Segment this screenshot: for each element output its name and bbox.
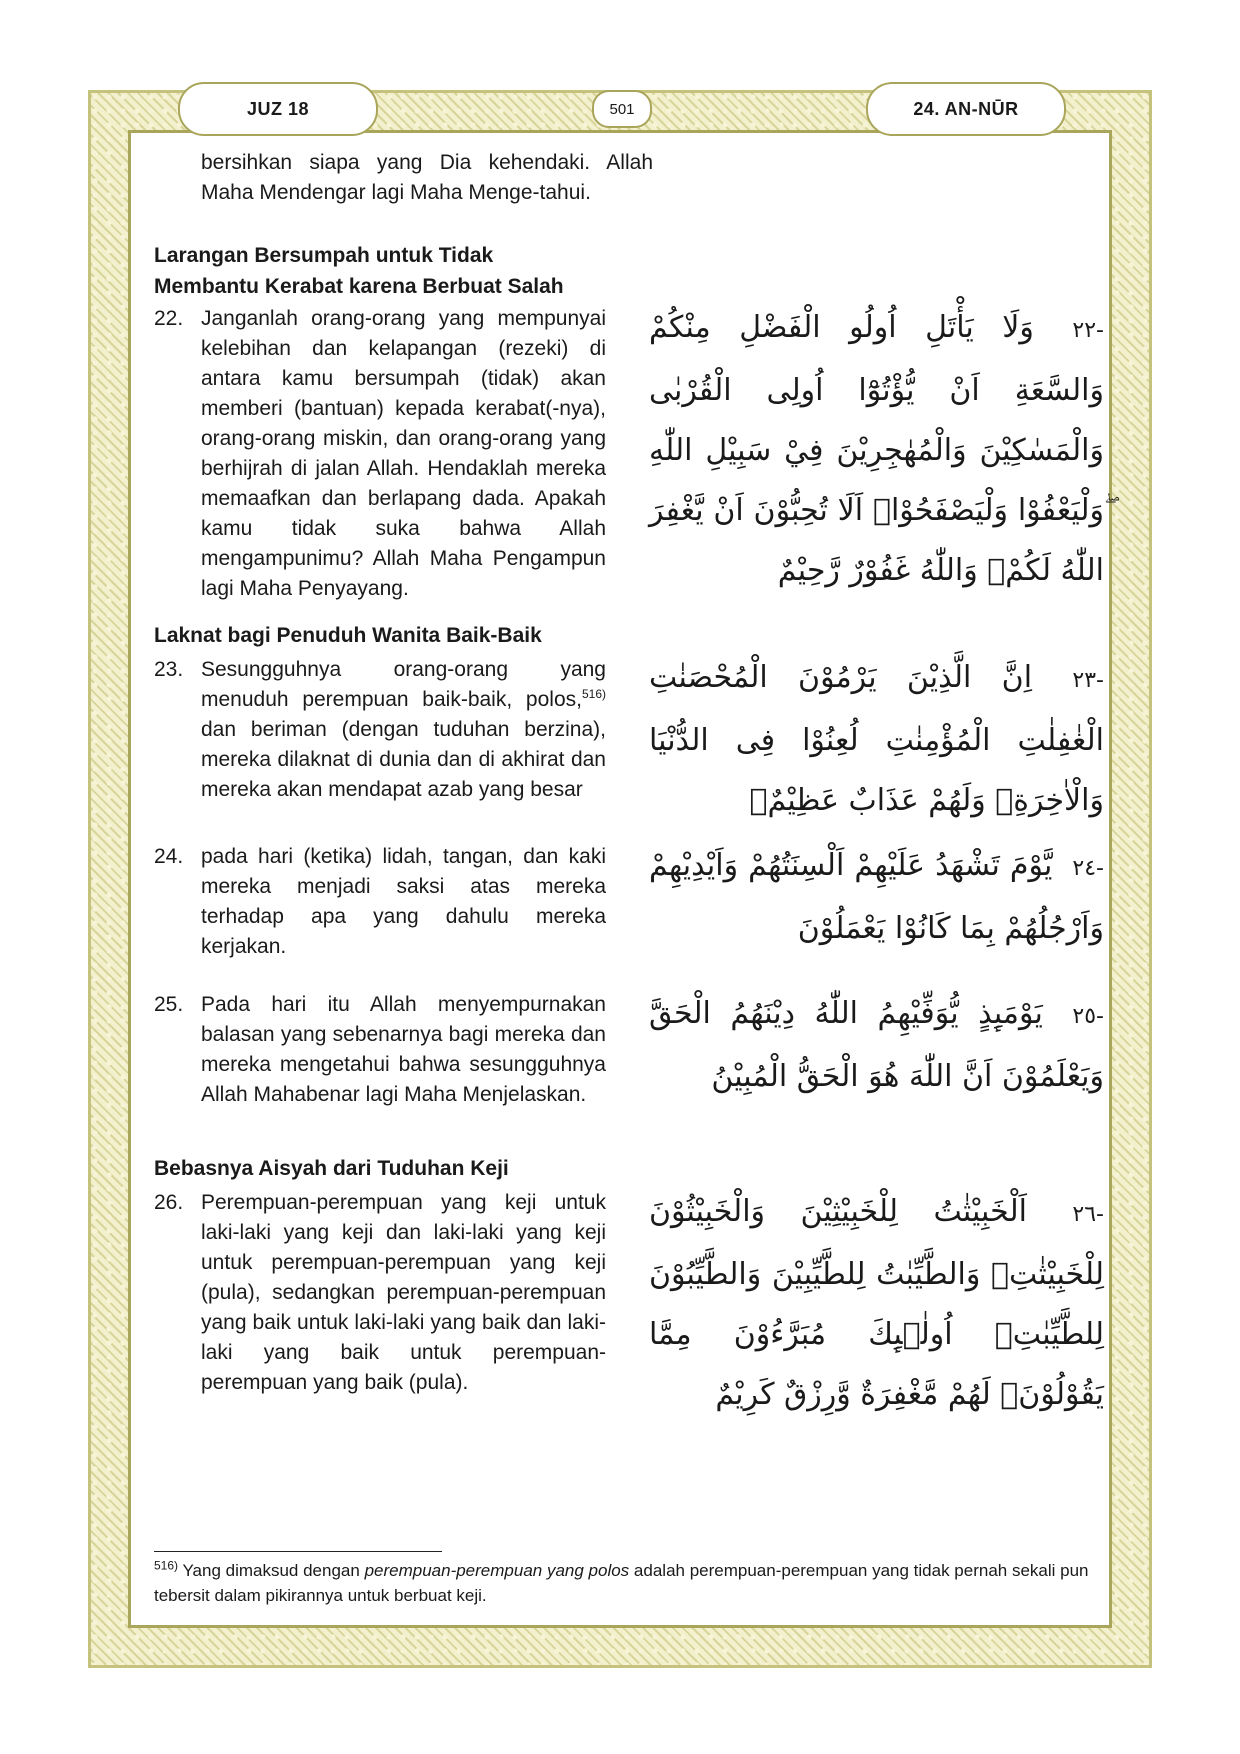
arabic-verse-number: -٢٢ <box>1072 318 1104 343</box>
verse-text: Pada hari itu Allah menyempurnakan balasan yang sebenarnya bagi mereka dan mereka mengetahui bahwa sesungguhnya Allah Mahabenar lagi Maha Menjelaskan. <box>201 993 606 1106</box>
arabic-verse-number: -٢٦ <box>1072 1202 1104 1227</box>
arabic-verse-23 <box>649 648 1104 831</box>
verse-text: pada hari (ketika) lidah, tangan, dan kaki mereka menjadi saksi atas mereka terhadap apa yang dahulu mereka kerjakan. <box>201 845 606 958</box>
section-heading <box>154 620 606 651</box>
verse-number: 25. <box>154 993 184 1016</box>
verse-text: Janganlah orang-orang yang mempunyai kelebihan dan kelapangan (rezeki) di antara kamu bersumpah (tidak) akan memberi (bantuan) kepada kerabat(-nya), orang-orang miskin, dan orang-orang yang berhijrah di jalan Allah. Hendaklah mereka memaafkan dan berlapang dada. Apakah kamu tidak suka bahwa Allah mengampunimu? Allah Maha Pengampun lagi Maha Penyayang. <box>201 307 606 600</box>
verse-translation-26 <box>154 1188 606 1398</box>
verse-text <box>201 655 606 805</box>
footnote-divider <box>154 1551 442 1552</box>
arabic-text: اَلْخَبِيْثٰتُ لِلْخَبِيْثِيْنَ وَالْخَبِيْثُوْنَ لِلْخَبِيْثٰتِۚ وَالطَّيِّبٰتُ لِلطَّيِّبِيْنَ وَالطَّيِّبُوْنَ لِلطَّيِّبٰتِۚ اُولٰۤىِٕكَ مُبَرَّءُوْنَ مِمَّا يَقُوْلُوْنَۗ لَهُمْ مَّغْفِرَةٌ وَّرِزْقٌ كَرِيْمٌ <box>649 1194 1104 1412</box>
section-heading-line: Bebasnya Aisyah dari Tuduhan Keji <box>154 1157 509 1180</box>
page-number: 501 <box>592 90 652 128</box>
verse-translation-22 <box>154 304 606 604</box>
page-content <box>154 148 1104 1618</box>
arabic-text: وَلَا يَأْتَلِ اُولُو الْفَضْلِ مِنْكُمْ وَالسَّعَةِ اَنْ يُّؤْتُوْٓا اُولِى الْقُرْبٰى وَالْمَسٰكِيْنَ وَالْمُهٰجِرِيْنَ فِيْ سَبِيْلِ اللّٰهِ ۖوَلْيَعْفُوْا وَلْيَصْفَحُوْاۗ اَلَا تُحِبُّوْنَ اَنْ يَّغْفِرَ اللّٰهُ لَكُمْۗ وَاللّٰهُ غَفُوْرٌ رَّحِيْمٌ <box>649 310 1104 588</box>
verse-text-part: Sesungguhnya orang-orang yang menuduh perempuan baik-baik, polos, <box>201 658 606 711</box>
verse-number: 23. <box>154 658 184 681</box>
intro-text-block <box>154 148 653 208</box>
verse-translation-25 <box>154 990 606 1110</box>
footnote-text: Yang dimaksud dengan <box>182 1561 360 1580</box>
footnote-ref: 516) <box>581 687 606 701</box>
section-heading-line: Larangan Bersumpah untuk Tidak <box>154 244 494 267</box>
surah-label: 24. AN-NŪR <box>866 82 1066 136</box>
section-heading <box>154 1153 606 1184</box>
footnote-emphasis: perempuan-perempuan yang polos <box>364 1561 630 1580</box>
arabic-verse-26 <box>649 1182 1104 1425</box>
section-heading <box>154 240 614 302</box>
arabic-verse-22 <box>649 298 1104 601</box>
arabic-text: يَّوْمَ تَشْهَدُ عَلَيْهِمْ اَلْسِنَتُهُمْ وَاَيْدِيْهِمْ وَاَرْجُلُهُمْ بِمَا كَانُوْا يَعْمَلُوْنَ <box>649 848 1104 946</box>
footnote-number: 516) <box>154 1558 179 1573</box>
arabic-verse-number: -٢٣ <box>1072 668 1104 693</box>
arabic-verse-number: -٢٤ <box>1072 856 1104 881</box>
verse-text-part: dan beriman (dengan tuduhan berzina), mereka dilaknat di dunia dan di akhirat dan mereka akan mendapat azab yang besar <box>201 718 606 801</box>
verse-text: Perempuan-perempuan yang keji untuk laki-laki yang keji dan laki-laki yang keji untuk perempuan-perempuan yang keji (pula), sedangkan perempuan-perempuan yang baik untuk laki-laki yang baik dan laki-laki yang baik untuk perempuan-perempuan yang baik (pula). <box>201 1191 606 1394</box>
arabic-verse-25 <box>649 984 1104 1107</box>
footnote-text: adalah perempuan-perempuan yang tidak pernah sekali pun tebersit dalam pikirannya untuk berbuat keji. <box>154 1561 1089 1605</box>
footnote <box>154 1558 1104 1608</box>
arabic-text: يَوْمَىِٕذٍ يُّوَفِّيْهِمُ اللّٰهُ دِيْنَهُمُ الْحَقَّ وَيَعْلَمُوْنَ اَنَّ اللّٰهَ هُوَ الْحَقُّ الْمُبِيْنُ <box>649 996 1104 1094</box>
verse-translation-23 <box>154 655 606 805</box>
juz-label: JUZ 18 <box>178 82 378 136</box>
verse-number: 22. <box>154 307 184 330</box>
intro-text: bersihkan siapa yang Dia kehendaki. Allah Maha Mendengar lagi Maha Menge-tahui. <box>201 151 653 204</box>
verse-number: 26. <box>154 1191 184 1214</box>
arabic-verse-24 <box>649 836 1104 959</box>
section-heading-line: Laknat bagi Penuduh Wanita Baik-Baik <box>154 624 542 647</box>
verse-translation-24 <box>154 842 606 962</box>
arabic-verse-number: -٢٥ <box>1072 1004 1104 1029</box>
verse-number: 24. <box>154 845 184 868</box>
section-heading-line: Membantu Kerabat karena Berbuat Salah <box>154 275 564 298</box>
arabic-text: اِنَّ الَّذِيْنَ يَرْمُوْنَ الْمُحْصَنٰتِ الْغٰفِلٰتِ الْمُؤْمِنٰتِ لُعِنُوْا فِى الدُّنْيَا وَالْاٰخِرَةِۖ وَلَهُمْ عَذَابٌ عَظِيْمٌۙ <box>649 660 1104 818</box>
